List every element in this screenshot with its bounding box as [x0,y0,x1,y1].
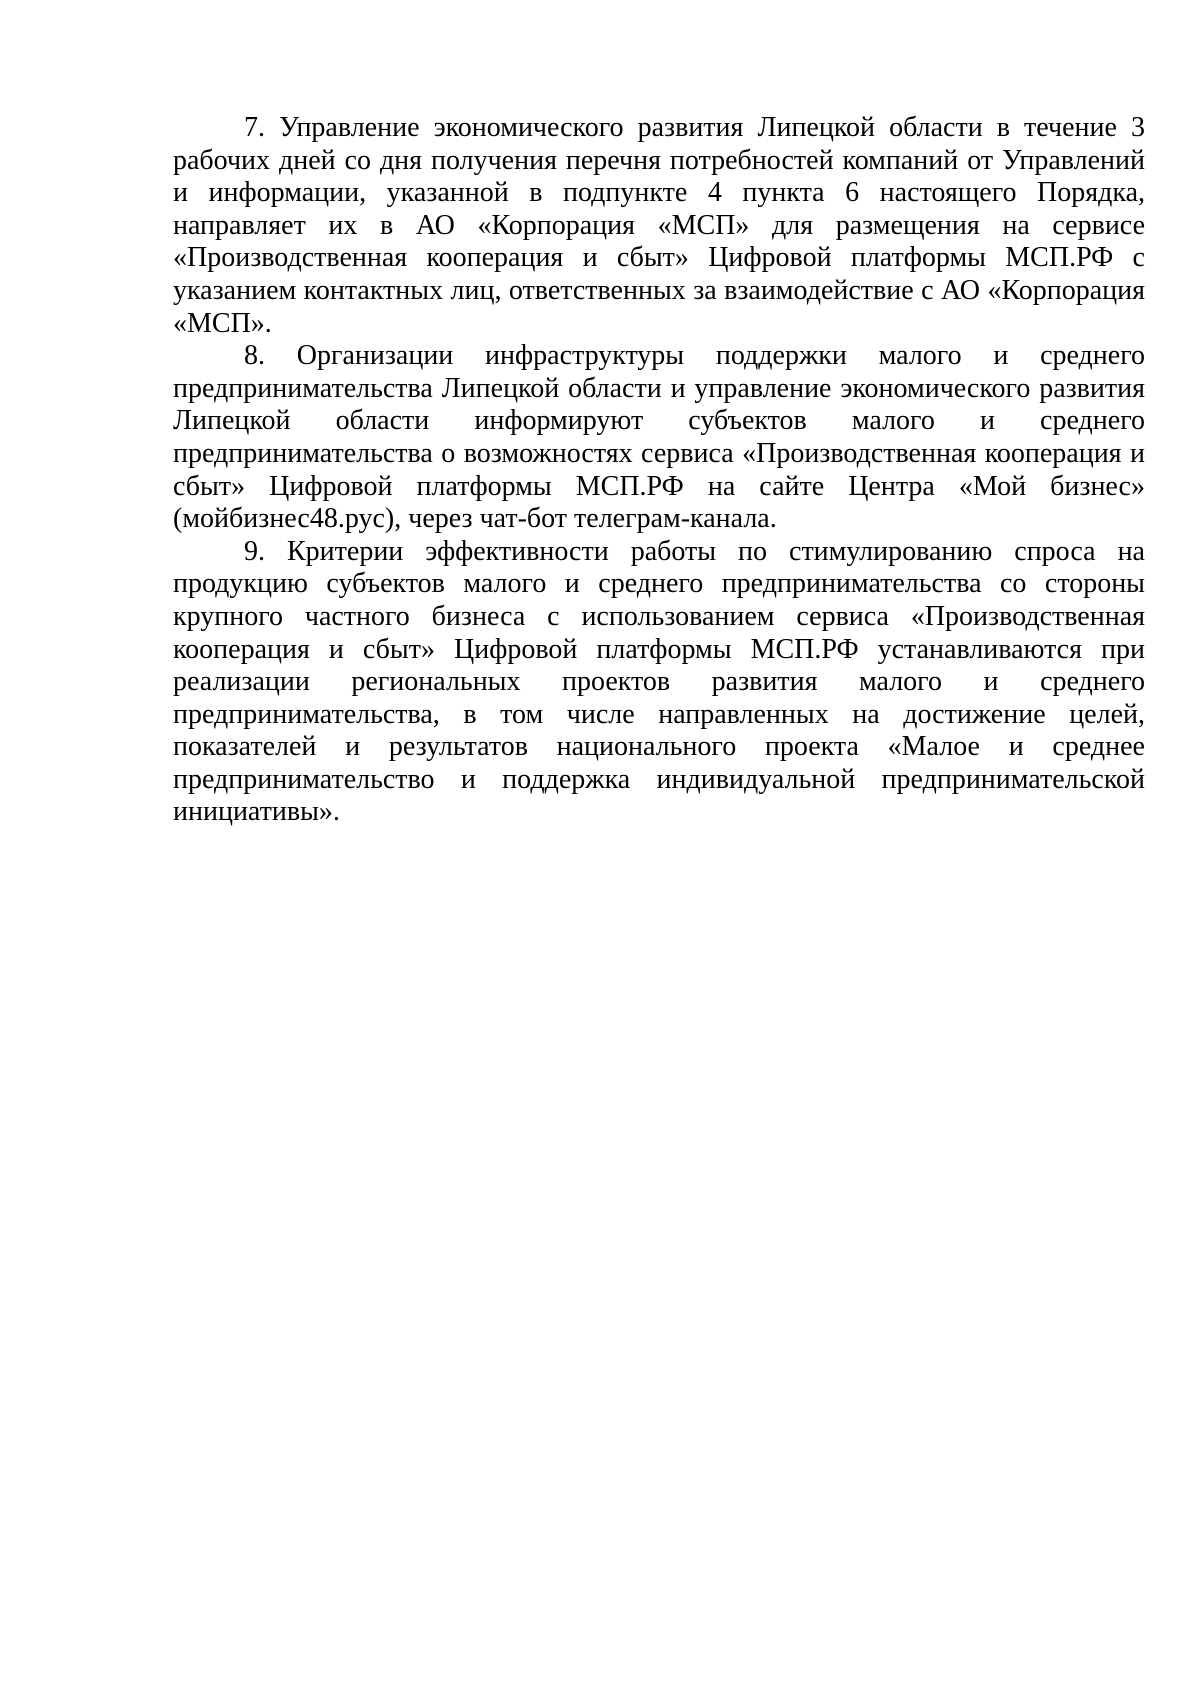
paragraph-9: 9. Критерии эффективности работы по стимулированию спроса на продукцию субъектов малого и среднего предпринимательства со стороны крупного частного бизнеса с использованием сервиса «Производственная кооперация и сбыт» Цифровой платформы МСП.РФ устанавливаются при реализации региональных проектов развития малого и среднего предпринимательства, в том числе направленных на достижение целей, показателей и результатов национального проекта «Малое и среднее предпринимательство и поддержка индивидуальной предпринимательской инициативы». [173,535,1145,828]
document-body [173,112,1145,829]
paragraph-7: 7. Управление экономического развития Липецкой области в течение 3 рабочих дней со дня получения перечня потребностей компаний от Управлений и информации, указанной в подпункте 4 пункта 6 настоящего Порядка, направляет их в АО «Корпорация «МСП» для размещения на сервисе «Производственная кооперация и сбыт» Цифровой платформы МСП.РФ с указанием контактных лиц, ответственных за взаимодействие с АО «Корпорация «МСП». [173,112,1145,339]
paragraph-8: 8. Организации инфраструктуры поддержки малого и среднего предпринимательства Липецкой области и управление экономического развития Липецкой области информируют субъектов малого и среднего предпринимательства о возможностях сервиса «Производственная кооперация и сбыт» Цифровой платформы МСП.РФ на сайте Центра «Мой бизнес» (мойбизнес48.рус), через чат-бот телеграм-канала. [173,340,1145,535]
